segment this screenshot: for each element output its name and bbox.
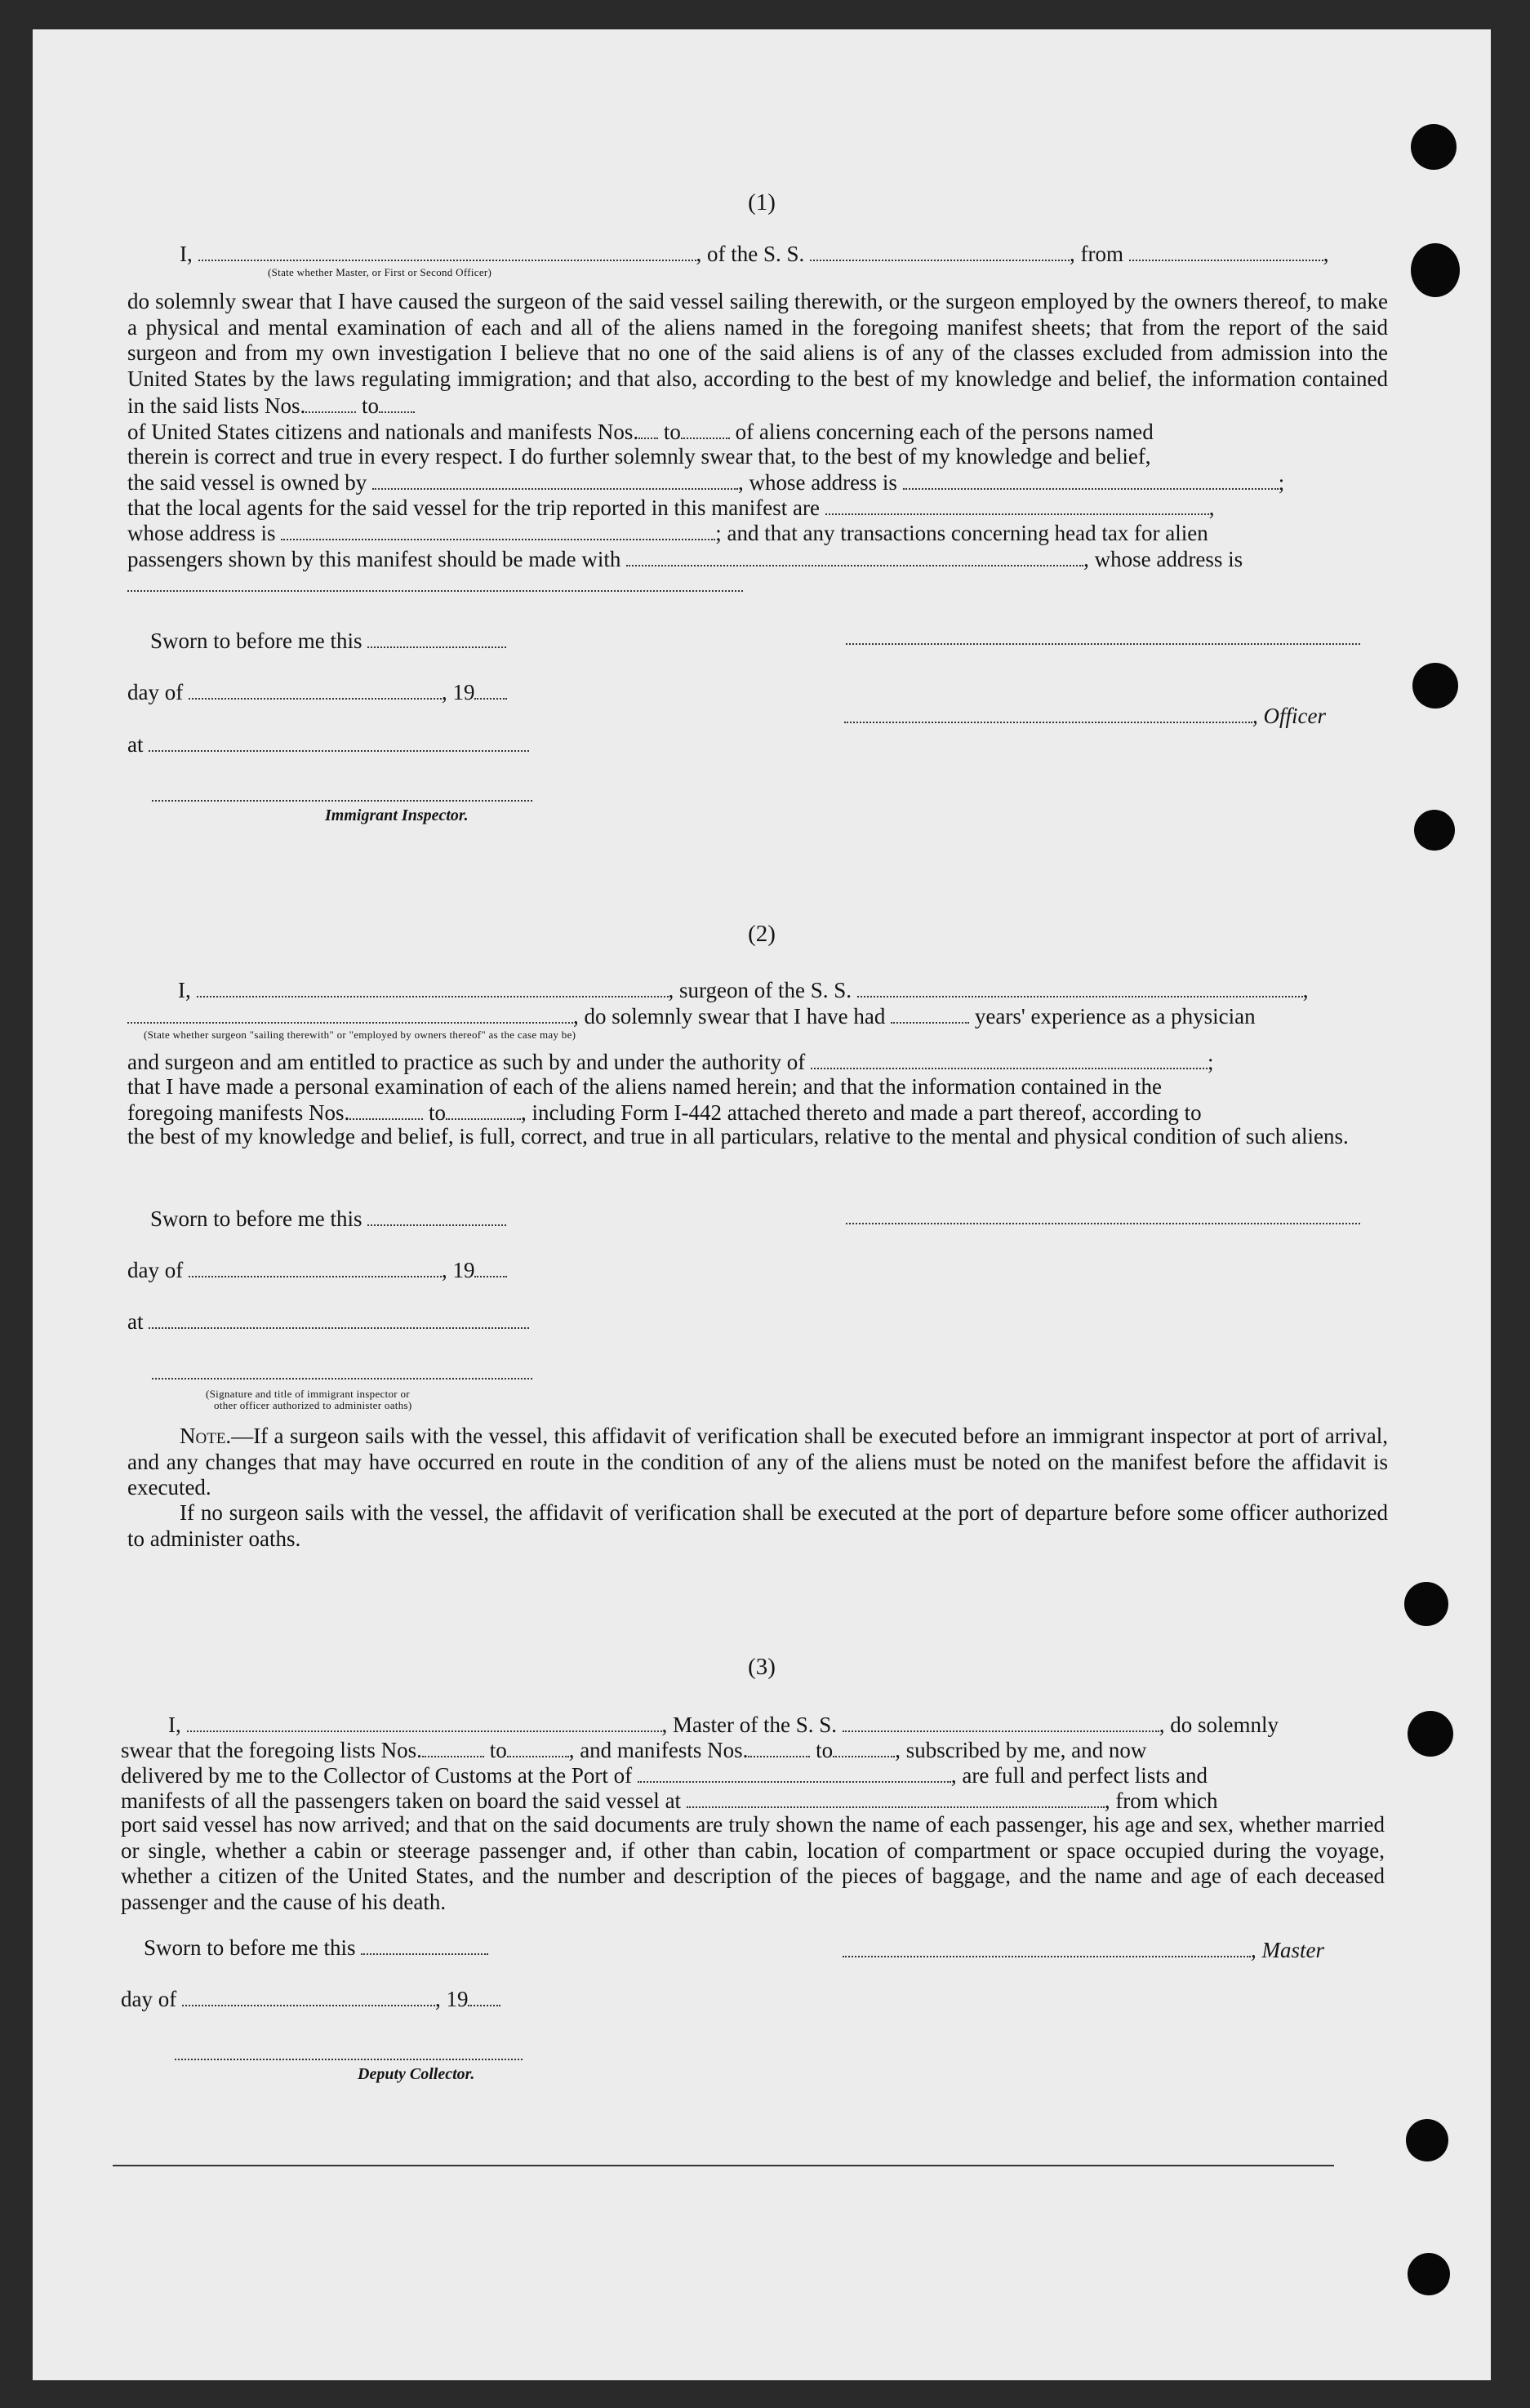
bottom-rule: [113, 2165, 1334, 2166]
section-3-day-of: day of , 19: [121, 1985, 500, 2012]
section-3-line-3: delivered by me to the Collector of Customs at the Port of , are full and perfect lists and: [121, 1763, 1208, 1788]
inspector-label: Immigrant Inspector.: [325, 806, 469, 824]
section-1-therein: therein is correct and true in every respect. I do further solemnly swear that, to the best of my knowledge and belief,: [127, 444, 1151, 469]
punch-hole: [1408, 1711, 1453, 1757]
section-1-at: at: [127, 731, 529, 757]
section-1-line-1: I, , of the S. S. , from ,: [180, 242, 1329, 266]
section-2-line-2: , do solemnly swear that I have had years' experience as a physician: [127, 1002, 1256, 1029]
section-1-signature-line: [846, 643, 1360, 645]
section-1-line-us: of United States citizens and nationals and manifests Nos. to of aliens concerning each of the persons named: [127, 420, 1154, 444]
section-2-foregoing: foregoing manifests Nos. to , including Form I-442 attached thereto and made a part thereof, according to: [127, 1100, 1202, 1125]
section-2-body-1: that I have made a personal examination of each of the aliens named herein; and that the information contained in the: [127, 1074, 1163, 1099]
section-3-sworn: Sworn to before me this: [144, 1934, 488, 1961]
section-1-sworn: Sworn to before me this: [150, 627, 506, 654]
section-2-body-2: the best of my knowledge and belief, is full, correct, and true in all particulars, relative to the mental and physical condition of such aliens.: [127, 1124, 1349, 1148]
section-2-line-1: I, , surgeon of the S. S. ,: [178, 978, 1309, 1002]
section-3-line-4: manifests of all the passengers taken on board the said vessel at , from which: [121, 1788, 1218, 1813]
officer-note: (State whether Master, or First or Second Officer): [268, 266, 492, 278]
signature-note-2: other officer authorized to administer oaths): [214, 1399, 412, 1411]
section-2-note-2: If no surgeon sails with the vessel, the affidavit of verification shall be executed at the port of departure before some officer authorized to administer oaths.: [127, 1500, 1388, 1551]
section-2-authority: and surgeon and am entitled to practice as such by and under the authority of ;: [127, 1050, 1214, 1074]
punch-hole: [1414, 810, 1455, 851]
section-3-line-1: I, , Master of the S. S. , do solemnly: [168, 1713, 1279, 1737]
officer-signature: , Officer: [844, 702, 1326, 729]
section-3-body: port said vessel has now arrived; and that on the said documents are truly shown the name of each passenger, his age and sex, whether married or single, whether a cabin or steerage passenger and, if other than cabin, location of compartment or space occupied during the voyage, whether a citizen of the United States, and the number and description of the pieces of baggage, and the name and age of each deceased passenger and the cause of his death.: [121, 1812, 1385, 1914]
section-2-sworn: Sworn to before me this: [150, 1205, 506, 1232]
surgeon-signature-line: [846, 1223, 1360, 1224]
section-2-at: at: [127, 1308, 529, 1335]
section-1-whose-address: whose address is ; and that any transactions concerning head tax for alien: [127, 521, 1208, 545]
section-1-owned-by: the said vessel is owned by , whose address is ;: [127, 470, 1285, 495]
punch-hole: [1406, 2119, 1448, 2161]
section-1-address-line: [127, 590, 743, 592]
punch-hole: [1411, 243, 1460, 297]
section-2-day-of: day of , 19: [127, 1256, 507, 1283]
master-signature: , Master: [843, 1936, 1324, 1963]
section-1-day-of: day of , 19: [127, 678, 507, 705]
section-1-local-agents: that the local agents for the said vessel for the trip reported in this manifest are ,: [127, 495, 1215, 520]
punch-hole: [1411, 124, 1457, 170]
section-2-note-1: Note.—If a surgeon sails with the vessel, this affidavit of verification shall be executed before an immigrant inspector at port of arrival, and any changes that may have occurred en route in the condition of any of the aliens must be noted on the manifest before the affidavit is executed.: [127, 1424, 1388, 1499]
punch-hole: [1408, 2253, 1450, 2295]
collector-label: Deputy Collector.: [358, 2065, 475, 2083]
surgeon-note: (State whether surgeon "sailing therewith" or "employed by owners thereof" as the case may be): [144, 1029, 576, 1041]
section-3-line-2: swear that the foregoing lists Nos. to , and manifests Nos. to , subscribed by me, and now: [121, 1738, 1147, 1762]
section-2-signature-line: [152, 1378, 532, 1379]
signature-note-1: (Signature and title of immigrant inspector or: [206, 1388, 410, 1400]
section-3-number: (3): [748, 1654, 776, 1680]
inspector-signature-line: [152, 800, 532, 802]
section-1-number: (1): [748, 189, 776, 215]
collector-signature-line: [175, 2059, 523, 2060]
punch-hole: [1412, 663, 1458, 709]
section-2-number: (2): [748, 921, 776, 947]
section-1-body: do solemnly swear that I have caused the surgeon of the said vessel sailing therewith, or the surgeon employed by the owners thereof, to make a physical and mental examination of each and all of the aliens named in the foregoing manifest sheets; that from the report of the said surgeon and from my own investigation I believe that no one of the said aliens is of any of the classes excluded from admission into the United States by the laws regulating immigration; and that also, according to the best of my knowledge and belief, the information contained in the said lists Nos. to: [127, 289, 1388, 418]
section-1-passengers: passengers shown by this manifest should be made with , whose address is: [127, 547, 1243, 571]
form-sheet: [33, 29, 1491, 2380]
punch-hole: [1404, 1582, 1448, 1626]
